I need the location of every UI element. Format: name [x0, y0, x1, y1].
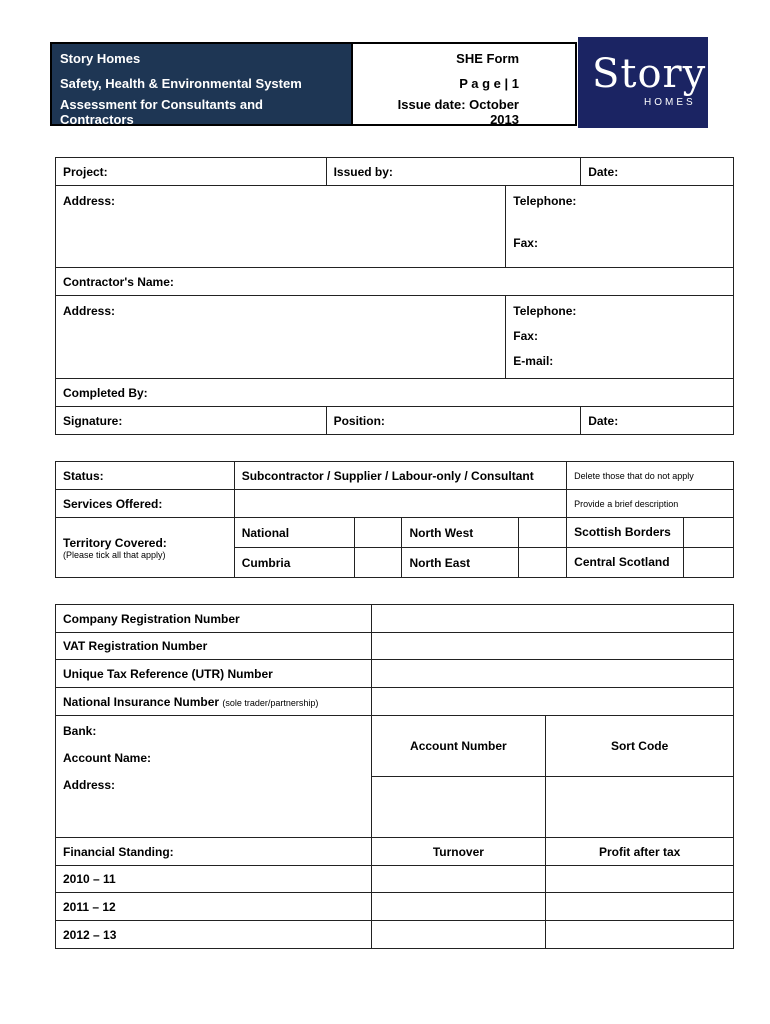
services-note: Provide a brief description [567, 490, 734, 518]
system-name: Safety, Health & Environmental System [60, 76, 302, 91]
bank-address-label: Address: [63, 778, 116, 792]
ni-input[interactable] [371, 688, 733, 716]
tick-box-north-east[interactable] [519, 548, 567, 578]
region-scottish-borders: Scottish Borders [567, 518, 684, 548]
company-table [55, 604, 734, 949]
territory-note: (Please tick all that apply) [63, 549, 166, 560]
contractor-email-field[interactable]: E-mail: [513, 354, 554, 368]
tick-box-cumbria[interactable] [354, 548, 402, 578]
turnover-input[interactable] [371, 866, 546, 893]
services-label: Services Offered: [56, 490, 235, 518]
contractor-name-field[interactable]: Contractor's Name: [56, 268, 734, 296]
profit-input[interactable] [546, 893, 734, 921]
signature-date-field[interactable]: Date: [581, 407, 734, 435]
company-reg-label: Company Registration Number [56, 605, 372, 633]
bank-cell[interactable] [56, 716, 372, 838]
vat-input[interactable] [371, 633, 733, 660]
page-number: P a g e | 1 [459, 76, 519, 91]
date-field[interactable]: Date: [581, 158, 734, 186]
company-reg-input[interactable] [371, 605, 733, 633]
profit-header: Profit after tax [546, 838, 734, 866]
sort-code-input[interactable] [546, 777, 734, 838]
form-name: SHE Form [456, 51, 519, 66]
contractor-address-field[interactable]: Address: [56, 296, 506, 379]
profit-input[interactable] [546, 866, 734, 893]
story-homes-logo [578, 37, 708, 128]
contractor-telephone-field[interactable]: Telephone: [513, 304, 577, 318]
turnover-input[interactable] [371, 893, 546, 921]
region-central-scotland: Central Scotland [567, 548, 684, 578]
territory-cell [56, 518, 235, 578]
assessment-line2: Contractors [60, 112, 134, 127]
contractor-fax-field[interactable]: Fax: [513, 329, 538, 343]
bank-label: Bank: [63, 724, 97, 738]
account-name-label: Account Name: [63, 751, 152, 765]
region-cumbria: Cumbria [234, 548, 354, 578]
vat-label: VAT Registration Number [56, 633, 372, 660]
project-field[interactable]: Project: [56, 158, 327, 186]
territory-label: Territory Covered: [63, 535, 167, 550]
completed-by-field[interactable]: Completed By: [56, 379, 734, 407]
fax-field[interactable]: Fax: [513, 236, 538, 250]
logo-sub: HOMES [644, 97, 696, 108]
utr-label: Unique Tax Reference (UTR) Number [56, 660, 372, 688]
financial-label: Financial Standing: [56, 838, 372, 866]
services-input[interactable] [234, 490, 566, 518]
utr-input[interactable] [371, 660, 733, 688]
contact-cell [506, 186, 734, 268]
status-table [55, 461, 734, 578]
tick-box-central-scotland[interactable] [684, 548, 734, 578]
turnover-header: Turnover [371, 838, 546, 866]
profit-input[interactable] [546, 921, 734, 949]
telephone-field[interactable]: Telephone: [513, 194, 577, 208]
signature-field[interactable]: Signature: [56, 407, 327, 435]
region-north-east: North East [402, 548, 519, 578]
assessment-line1: Assessment for Consultants and [60, 97, 263, 112]
details-table [55, 157, 734, 435]
address-field[interactable]: Address: [56, 186, 506, 268]
account-number-header: Account Number [371, 716, 546, 777]
sort-code-header: Sort Code [546, 716, 734, 777]
header-title-block [50, 42, 353, 126]
ni-note: (sole trader/partnership) [222, 697, 319, 708]
position-field[interactable]: Position: [326, 407, 581, 435]
company-name: Story Homes [60, 51, 141, 66]
issued-by-field[interactable]: Issued by: [326, 158, 581, 186]
contractor-contact-cell [506, 296, 734, 379]
issue-date-line2: 2013 [490, 112, 519, 127]
tick-box-national[interactable] [354, 518, 402, 548]
issue-date-line1: Issue date: October [397, 97, 519, 112]
year-row-label: 2012 – 13 [56, 921, 372, 949]
tick-box-scottish-borders[interactable] [684, 518, 734, 548]
region-north-west: North West [402, 518, 519, 548]
region-national: National [234, 518, 354, 548]
status-label: Status: [56, 462, 235, 490]
logo-word: Story [592, 51, 707, 97]
status-options[interactable]: Subcontractor / Supplier / Labour-only / Consultant [234, 462, 566, 490]
ni-label [56, 688, 372, 716]
status-note: Delete those that do not apply [567, 462, 734, 490]
year-row-label: 2010 – 11 [56, 866, 372, 893]
tick-box-north-west[interactable] [519, 518, 567, 548]
ni-label-text: National Insurance Number [63, 694, 220, 709]
turnover-input[interactable] [371, 921, 546, 949]
year-row-label: 2011 – 12 [56, 893, 372, 921]
account-number-input[interactable] [371, 777, 546, 838]
header-info-block [353, 42, 577, 126]
